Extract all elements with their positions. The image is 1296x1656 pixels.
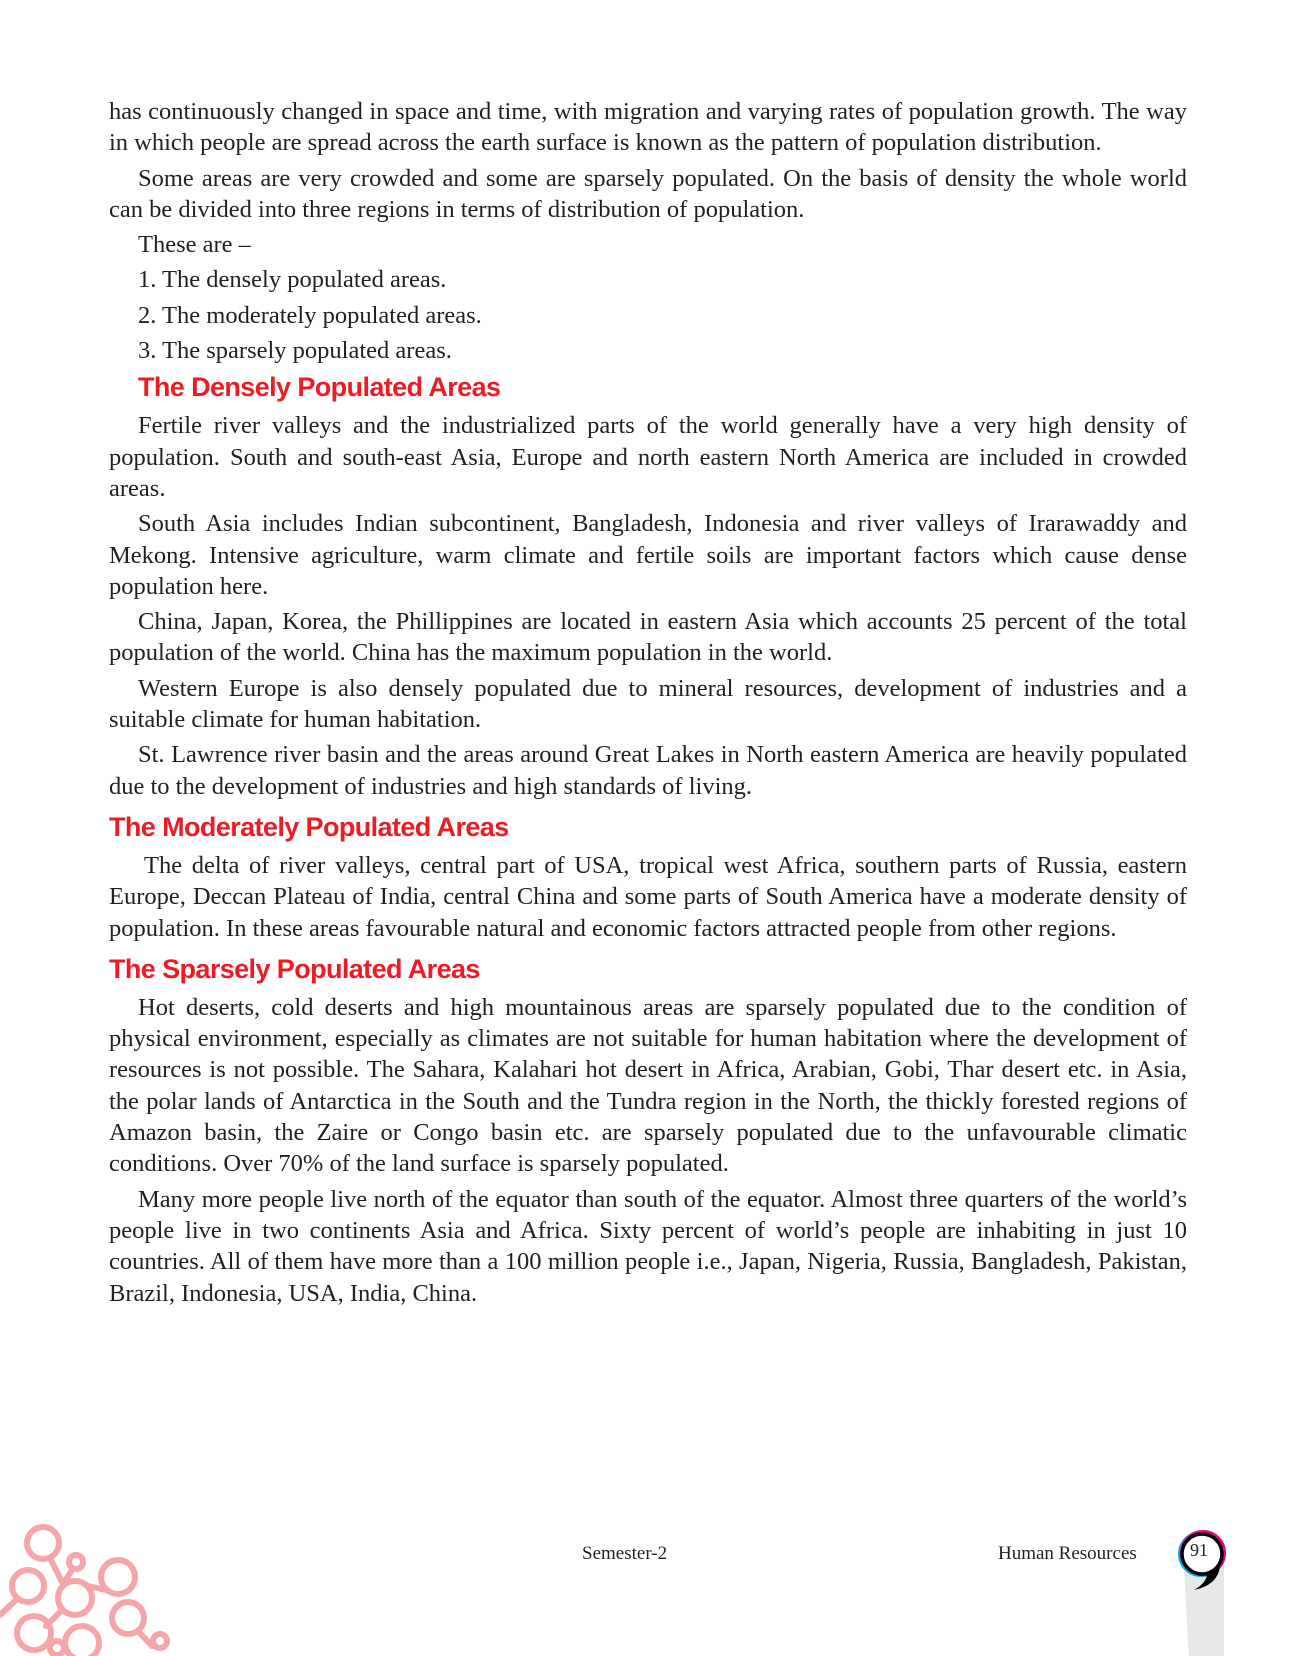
footer-subject: Human Resources bbox=[998, 1543, 1137, 1564]
section-heading-sparse: The Sparsely Populated Areas bbox=[109, 953, 480, 984]
intro-paragraph: has continuously changed in space and time, with migration and varying rates of population growth. The way in which people are spread across the earth surface is known as the pattern of population distribution. bbox=[109, 98, 1187, 157]
page-content bbox=[109, 96, 1187, 1313]
these-are-label: These are – bbox=[138, 231, 251, 259]
list-item: 2. The moderately populated areas. bbox=[138, 301, 482, 329]
dense-paragraph: Fertile river valleys and the industrialized parts of the world generally have a very high density of population. South and south-east Asia, Europe and north eastern North America are included in crowded areas. bbox=[109, 412, 1187, 502]
list-item: 3. The sparsely populated areas. bbox=[138, 337, 452, 365]
dense-paragraph: St. Lawrence river basin and the areas around Great Lakes in North eastern America are heavily populated due to the development of industries and high standards of living. bbox=[109, 741, 1187, 800]
moderate-paragraph: The delta of river valleys, central part of USA, tropical west Africa, southern parts of Russia, eastern Europe, Deccan Plateau of India, central China and some parts of South America have a moderate density of population. In these areas favourable natural and economic factors attracted people from other regions. bbox=[109, 851, 1187, 942]
page-number: 91 bbox=[1190, 1540, 1208, 1560]
section-heading-dense: The Densely Populated Areas bbox=[138, 372, 501, 403]
footer-semester: Semester-2 bbox=[582, 1543, 668, 1564]
sparse-paragraph: Hot deserts, cold deserts and high mountainous areas are sparsely populated due to the condition of physical environment, especially as climates are not suitable for human habitation where the development of resources is not possible. The Sahara, Kalahari hot desert in Africa, Arabian, Gobi, Thar desert etc. in Asia, the polar lands of Antarctica in the South and the Tundra region in the North, the thickly forested regions of Amazon basin, the Zaire or Congo basin etc. are sparsely populated due to the unfavourable climatic conditions. Over 70% of the land surface is sparsely populated. bbox=[109, 993, 1187, 1178]
list-item: 1. The densely populated areas. bbox=[138, 266, 447, 294]
dense-paragraph: Western Europe is also densely populated due to mineral resources, development of industries and a suitable climate for human habitation. bbox=[109, 674, 1187, 734]
regions-paragraph: Some areas are very crowded and some are sparsely populated. On the basis of density the whole world can be divided into three regions in terms of distribution of population. bbox=[109, 164, 1187, 223]
dense-paragraph: China, Japan, Korea, the Phillippines are located in eastern Asia which accounts 25 percent of the total population of the world. China has the maximum population in the world. bbox=[109, 608, 1187, 667]
section-heading-moderate: The Moderately Populated Areas bbox=[109, 811, 509, 842]
dense-paragraph: South Asia includes Indian subcontinent, Bangladesh, Indonesia and river valleys of Irarawaddy and Mekong. Intensive agriculture, warm climate and fertile soils are important factors which cause dense population here. bbox=[109, 510, 1187, 600]
sparse-paragraph: Many more people live north of the equator than south of the equator. Almost three quarters of the world’s people live in two continents Asia and Africa. Sixty percent of world’s people are inhabiting in just 10 countries. All of them have more than a 100 million people i.e., Japan, Nigeria, Russia, Bangladesh, Pakistan, Brazil, Indonesia, USA, India, China. bbox=[109, 1185, 1187, 1307]
decorative-circles-icon bbox=[0, 1500, 200, 1656]
